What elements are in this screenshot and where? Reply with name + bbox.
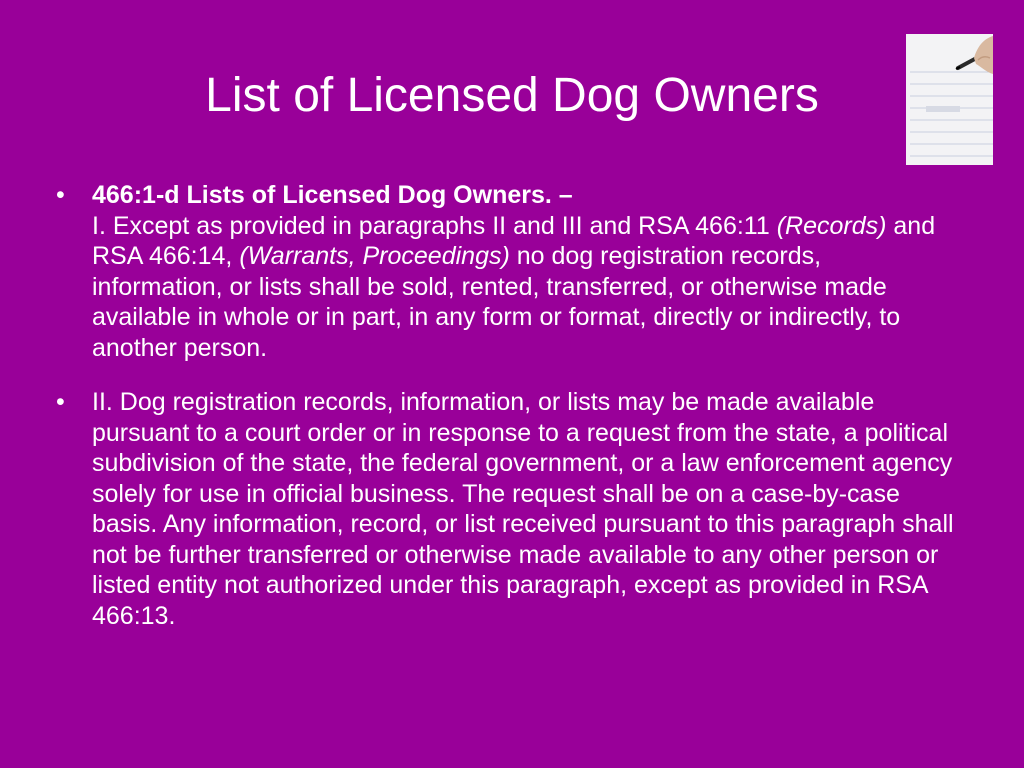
list-item bbox=[56, 180, 956, 363]
citation-warrants: (Warrants, Proceedings) bbox=[239, 242, 510, 270]
notepad-with-pen-icon bbox=[906, 34, 993, 165]
slide-title: List of Licensed Dog Owners bbox=[205, 69, 819, 122]
bullet-list bbox=[56, 180, 956, 655]
bullet-text: and RSA 466:14, bbox=[92, 211, 936, 270]
bullet-icon: • bbox=[56, 181, 65, 209]
bullet-heading: 466:1-d Lists of Licensed Dog Owners. – bbox=[92, 181, 573, 209]
list-item bbox=[56, 387, 956, 631]
bullet-text: no dog registration records, information, or lists shall be sold, rented, transferred, or otherwise made available in whole or in part, in any form or format, directly or indirectly, to another person. bbox=[92, 242, 901, 362]
citation-records: (Records) bbox=[776, 211, 887, 240]
bullet-text: I. Except as provided in paragraphs II and III and RSA 466:11 bbox=[92, 211, 777, 240]
bullet-text: II. Dog registration records, information, or lists may be made available pursuant to a court order or in response to a request from the state, a political subdivision of the state, the federal government, or a law enforcement agency solely for use in official business. The request shall be on a case-by-case basis. Any information, record, or list received pursuant to this paragraph shall not be further transferred or otherwise made available to any other person or listed entity not authorized under this paragraph, except as provided in RSA 466:13. bbox=[92, 388, 954, 630]
bullet-icon: • bbox=[56, 388, 65, 416]
